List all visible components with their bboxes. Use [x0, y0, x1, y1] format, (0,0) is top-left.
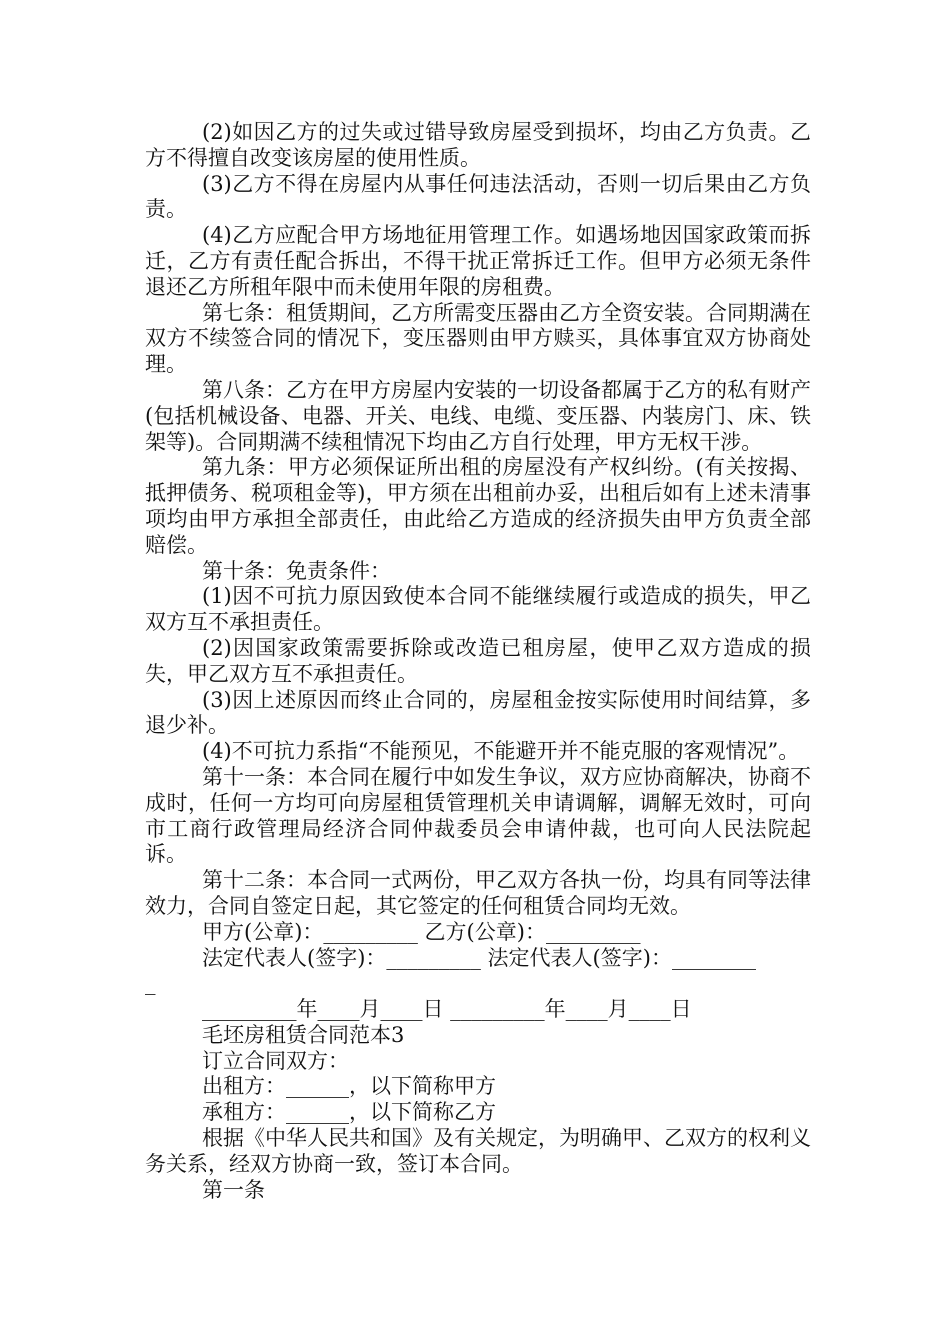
representative-line: 法定代表人(签字)：_________ 法定代表人(签字)：________	[202, 945, 756, 970]
date-line: _________年____月____日 _________年____月____日	[202, 997, 692, 1022]
lessor-line: 出租方：______，以下简称甲方	[202, 1074, 496, 1099]
lessee-line: 承租方：______，以下简称乙方	[202, 1100, 496, 1125]
clause-3-illegal: (3)乙方不得在房屋内从事任何违法活动，否则一切后果由乙方负责。	[145, 171, 811, 222]
next-doc-title: 毛坯房租赁合同范本3	[202, 1022, 405, 1047]
seal-line: 甲方(公章)：_________ 乙方(公章)：_________	[202, 919, 641, 944]
document-page	[145, 120, 811, 1203]
article-9: 第九条：甲方必须保证所出租的房屋没有产权纠纷。(有关按揭、抵押债务、税项租金等)，甲方须在出租前办妥，出租后如有上述未清事项均由甲方承担全部责任，由此给乙方造成的经济损失由甲方负责全部赔偿。	[145, 455, 811, 557]
parties-heading: 订立合同双方：	[202, 1048, 349, 1073]
article-8: 第八条：乙方在甲方房屋内安装的一切设备都属于乙方的私有财产(包括机械设备、电器、开关、电线、电缆、变压器、内装房门、床、铁架等)。合同期满不续租情况下均由乙方自行处理，甲方无权干涉。	[145, 377, 811, 454]
preamble: 根据《中华人民共和国》及有关规定，为明确甲、乙双方的权利义务关系，经双方协商一致，签订本合同。	[145, 1126, 811, 1176]
article-11: 第十一条：本合同在履行中如发生争议，双方应协商解决，协商不成时，任何一方均可向房屋租赁管理机关申请调解，调解无效时，可向市工商行政管理局经济合同仲裁委员会申请仲裁，也可向人民法院起诉。	[145, 764, 811, 867]
article-10-item-3: (3)因上述原因而终止合同的，房屋租金按实际使用时间结算，多退少补。	[145, 687, 811, 738]
representative-line-tail: _	[145, 971, 156, 996]
article-10-item-1: (1)因不可抗力原因致使本合同不能继续履行或造成的损失，甲乙双方互不承担责任。	[145, 584, 811, 635]
article-10-heading: 第十条：免责条件：	[202, 558, 391, 583]
article-12: 第十二条：本合同一式两份，甲乙双方各执一份，均具有同等法律效力，合同自签定日起，其它签定的任何租赁合同均无效。	[145, 868, 811, 918]
article-10-item-2: (2)因国家政策需要拆除或改造已租房屋，使甲乙双方造成的损失，甲乙双方互不承担责任。	[145, 635, 811, 686]
article-7: 第七条：租赁期间，乙方所需变压器由乙方全资安装。合同期满在双方不续签合同的情况下，变压器则由甲方赎买，具体事宜双方协商处理。	[145, 300, 811, 377]
clause-4-relocation: (4)乙方应配合甲方场地征用管理工作。如遇场地因国家政策而拆迁，乙方有责任配合拆出，不得干扰正常拆迁工作。但甲方必须无条件退还乙方所租年限中而未使用年限的房租费。	[145, 223, 811, 299]
first-article: 第一条	[202, 1177, 265, 1202]
article-10-item-4: (4)不可抗力系指“不能预见，不能避开并不能克服的客观情况”。	[202, 739, 800, 764]
clause-2-damage: (2)如因乙方的过失或过错导致房屋受到损坏，均由乙方负责。乙方不得擅自改变该房屋的使用性质。	[145, 120, 811, 170]
